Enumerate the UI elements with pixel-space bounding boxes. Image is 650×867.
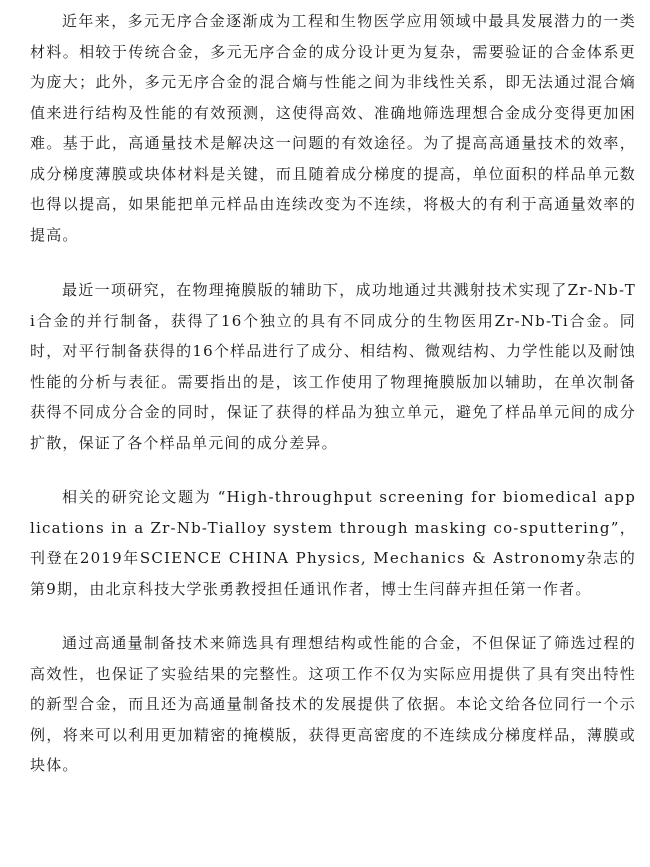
paragraph-recent-study: 最近一项研究，在物理掩膜版的辅助下，成功地通过共溅射技术实现了Zr-Nb-Ti合金的并行制备，获得了16个独立的具有不同成分的生物医用Zr-Nb-Ti合金。同时，对平行制备获得的16个样品进行了成分、相结构、微观结构、力学性能以及耐蚀性能的分析与表征。需要指出的是，该工作使用了物理掩膜版加以辅助，在单次制备获得不同成分合金的同时，保证了获得的样品为独立单元，避免了样品单元间的成分扩散，保证了各个样品单元间的成分差异。 <box>30 281 636 452</box>
paragraph-conclusion: 通过高通量制备技术来筛选具有理想结构或性能的合金，不但保证了筛选过程的高效性，也保证了实验结果的完整性。这项工作不仅为实际应用提供了具有突出特性的新型合金，而且还为高通量制备技术的发展提供了依据。本论文给各位同行一个示例，将来可以利用更加精密的掩模版，获得更高密度的不连续成分梯度样品，薄膜或块体。 <box>30 634 636 774</box>
article-body <box>30 0 636 781</box>
paragraph-publication-info: 相关的研究论文题为 “High-throughput screening for biomedical applications in a Zr-Nb-Tialloy system through masking co-sputtering”，刊登在2019年SCIENCE CHINA Physics, Mechanics & Astronomy杂志的第9期，由北京科技大学张勇教授担任通讯作者，博士生闫薛卉担任第一作者。 <box>30 488 636 598</box>
paragraph-research-background: 近年来，多元无序合金逐渐成为工程和生物医学应用领域中最具发展潜力的一类材料。相较于传统合金，多元无序合金的成分设计更为复杂，需要验证的合金体系更为庞大；此外，多元无序合金的混合熵与性能之间为非线性关系，即无法通过混合熵值来进行结构及性能的有效预测，这使得高效、准确地筛选理想合金成分变得更加困难。基于此，高通量技术是解决这一问题的有效途径。为了提高高通量技术的效率，成分梯度薄膜或块体材料是关键，而且随着成分梯度的提高，单位面积的样品单元数也得以提高，如果能把单元样品由连续改变为不连续，将极大的有利于高通量效率的提高。 <box>30 12 636 244</box>
